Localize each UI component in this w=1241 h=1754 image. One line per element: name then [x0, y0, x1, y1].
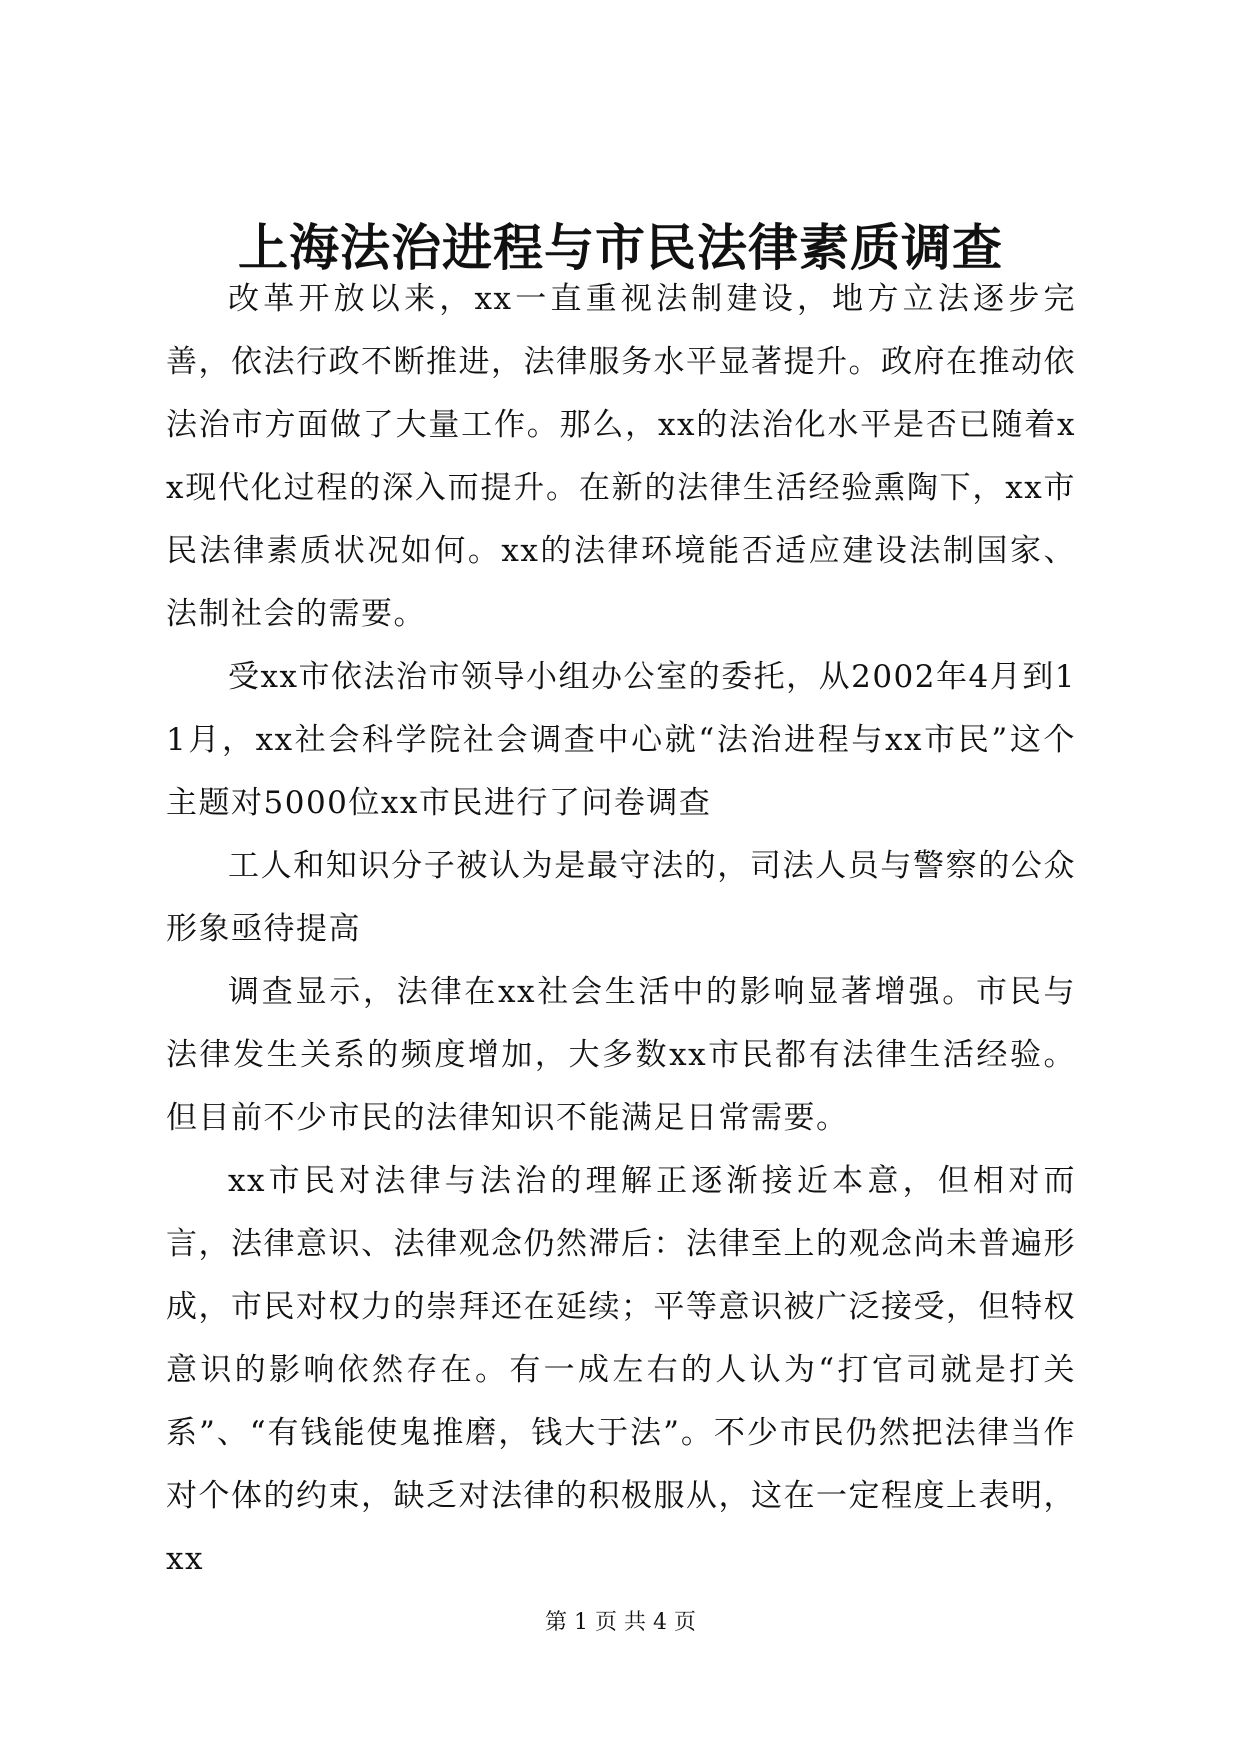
paragraph-3: 工人和知识分子被认为是最守法的，司法人员与警察的公众形象亟待提高 — [166, 848, 1076, 947]
paragraph-1: 改革开放以来，xx一直重视法制建设，地方立法逐步完善，依法行政不断推进，法律服务水平显著提升。政府在推动依法治市方面做了大量工作。那么，xx的法治化水平是否已随着xx现代化过程的深入而提升。在新的法律生活经验熏陶下，xx市民法律素质状况如何。xx的法律环境能否适应建设法制国家、法制社会的需要。 — [166, 281, 1076, 632]
document-body — [166, 268, 1076, 1591]
document-title: 上海法治进程与市民法律素质调查 — [238, 218, 1003, 277]
paragraph-5: xx市民对法律与法治的理解正逐渐接近本意，但相对而言，法律意识、法律观念仍然滞后：法律至上的观念尚未普遍形成，市民对权力的崇拜还在延续；平等意识被广泛接受，但特权意识的影响依然存在。有一成左右的人认为“打官司就是打关系”、“有钱能使鬼推磨，钱大于法”。不少市民仍然把法律当作对个体的约束，缺乏对法律的积极服从，这在一定程度上表明，xx — [166, 1163, 1076, 1577]
paragraph-2: 受xx市依法治市领导小组办公室的委托，从2002年4月到11月，xx社会科学院社会调查中心就“法治进程与xx市民”这个主题对5000位xx市民进行了问卷调查 — [166, 659, 1076, 821]
page-number-footer: 第 1 页 共 4 页 — [545, 1610, 696, 1635]
paragraph-4: 调查显示，法律在xx社会生活中的影响显著增强。市民与法律发生关系的频度增加，大多数xx市民都有法律生活经验。但目前不少市民的法律知识不能满足日常需要。 — [166, 974, 1076, 1136]
